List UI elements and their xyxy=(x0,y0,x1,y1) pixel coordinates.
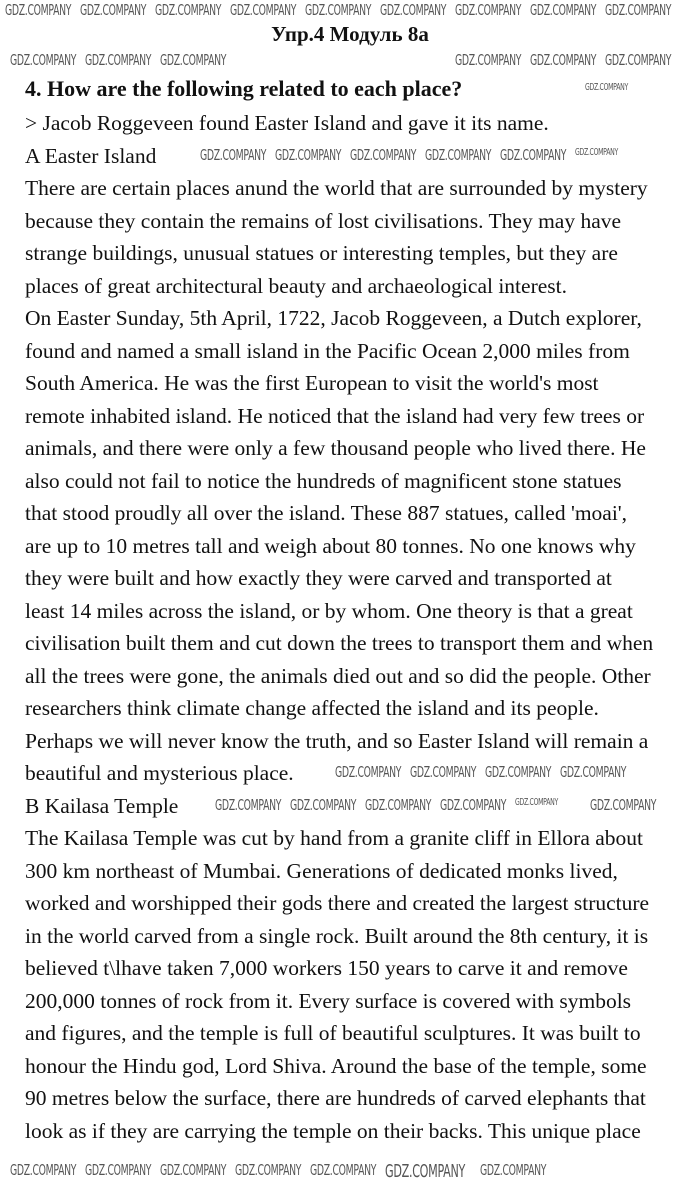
watermark: GDZ.COMPANY xyxy=(485,763,552,781)
watermark: GDZ.COMPANY xyxy=(560,763,627,781)
watermark: GDZ.COMPANY xyxy=(530,1,597,19)
text-line: animals, and there were only a few thousand people who lived there. He xyxy=(25,436,646,460)
section-heading: A Easter Island xyxy=(25,143,157,168)
watermark: GDZ.COMPANY xyxy=(10,51,77,69)
text-line: because they contain the remains of lost civilisations. They may have xyxy=(25,208,622,233)
text-line: that stood proudly all over the island. These 887 statues, called 'moai', xyxy=(25,501,628,525)
watermark: GDZ.COMPANY xyxy=(160,1161,227,1179)
text-line: also could not fail to notice the hundreds of magnificent stone statues xyxy=(25,468,622,493)
watermark: GDZ.COMPANY xyxy=(455,1,522,19)
watermark: GDZ.COMPANY xyxy=(305,1,372,19)
text-line: On Easter Sunday, 5th April, 1722, Jacob Roggeveen, a Dutch explorer, xyxy=(25,306,642,330)
watermark: GDZ.COMPANY xyxy=(575,147,618,158)
section-heading: B Kailasa Temple xyxy=(25,793,179,818)
watermark: GDZ.COMPANY xyxy=(235,1161,302,1179)
watermark: GDZ.COMPANY xyxy=(585,82,628,93)
watermark: GDZ.COMPANY xyxy=(530,51,597,69)
exercise-heading: 4. How are the following related to each place? xyxy=(25,76,463,101)
watermark: GDZ.COMPANY xyxy=(425,146,492,164)
watermark: GDZ.COMPANY xyxy=(410,763,477,781)
watermark: GDZ.COMPANY xyxy=(335,763,402,781)
text-line: remote inhabited island. He noticed that the island had very few trees or xyxy=(25,403,645,428)
watermark: GDZ.COMPANY xyxy=(155,1,222,19)
watermark: GDZ.COMPANY xyxy=(230,1,297,19)
watermark: GDZ.COMPANY xyxy=(290,796,357,814)
text-line: civilisation built them and cut down the trees to transport them and when xyxy=(25,631,654,655)
text-line: and figures, and the temple is full of beautiful sculptures. It was built to xyxy=(25,1021,641,1045)
watermark: GDZ.COMPANY xyxy=(5,1,72,19)
text-line: The Kailasa Temple was cut by hand from a granite cliff in Ellora about xyxy=(25,826,644,850)
watermark: GDZ.COMPANY xyxy=(85,1161,152,1179)
text-line: all the trees were gone, the animals died out and so did the people. Other xyxy=(25,663,651,688)
text-line: found and named a small island in the Pacific Ocean 2,000 miles from xyxy=(25,338,630,363)
text-line: beautiful and mysterious place. xyxy=(25,761,294,785)
watermark: GDZ.COMPANY xyxy=(480,1161,547,1179)
text-line: in the world carved from a single rock. Built around the 8th century, it is xyxy=(25,923,649,948)
watermark: GDZ.COMPANY xyxy=(590,796,657,814)
text-line: 90 metres below the surface, there are hundreds of carved elephants that xyxy=(25,1086,646,1110)
watermark: GDZ.COMPANY xyxy=(350,146,417,164)
text-line: 300 km northeast of Mumbai. Generations of dedicated monks lived, xyxy=(25,858,618,883)
watermark: GDZ.COMPANY xyxy=(515,797,558,808)
watermark: GDZ.COMPANY xyxy=(10,1161,77,1179)
text-line: > Jacob Roggeveen found Easter Island and gave it its name. xyxy=(25,111,549,135)
text-line: 200,000 tonnes of rock from it. Every surface is covered with symbols xyxy=(25,988,632,1013)
watermark: GDZ.COMPANY xyxy=(215,796,282,814)
watermark: GDZ.COMPANY xyxy=(500,146,567,164)
watermark: GDZ.COMPANY xyxy=(200,146,267,164)
text-line: least 14 miles across the island, or by whom. One theory is that a great xyxy=(25,598,633,623)
text-line: worked and worshipped their gods there and created the largest structure xyxy=(25,891,650,915)
text-line: believed t\lhave taken 7,000 workers 150 years to carve it and remove xyxy=(25,956,628,980)
watermark: GDZ.COMPANY xyxy=(365,796,432,814)
watermark: GDZ.COMPANY xyxy=(160,51,227,69)
text-line: they were built and how exactly they were carved and transported at xyxy=(25,566,612,590)
watermark: GDZ.COMPANY xyxy=(455,51,522,69)
text-line: places of great architectural beauty and archaeological interest. xyxy=(25,273,567,298)
watermark: GDZ.COMPANY xyxy=(605,1,672,19)
watermark: GDZ.COMPANY xyxy=(440,796,507,814)
watermark: GDZ.COMPANY xyxy=(385,1161,466,1182)
text-line: are up to 10 metres tall and weigh about 80 tonnes. No one knows why xyxy=(25,533,636,558)
text-line: look as if they are carrying the temple on their backs. This unique place xyxy=(25,1118,641,1143)
watermark: GDZ.COMPANY xyxy=(80,1,147,19)
watermark: GDZ.COMPANY xyxy=(605,51,672,69)
text-line: honour the Hindu god, Lord Shiva. Around the base of the temple, some xyxy=(25,1053,647,1078)
text-line: Perhaps we will never know the truth, and so Easter Island will remain a xyxy=(25,728,649,753)
page-title: Упр.4 Модуль 8а xyxy=(271,22,429,46)
watermark: GDZ.COMPANY xyxy=(275,146,342,164)
text-line: researchers think climate change affected the island and its people. xyxy=(25,696,599,720)
watermark: GDZ.COMPANY xyxy=(85,51,152,69)
text-line: South America. He was the first European to visit the world's most xyxy=(25,371,599,395)
watermark: GDZ.COMPANY xyxy=(310,1161,377,1179)
text-line: There are certain places anund the world that are surrounded by mystery xyxy=(25,176,648,200)
text-line: strange buildings, unusual statues or interesting temples, but they are xyxy=(25,241,618,265)
watermark: GDZ.COMPANY xyxy=(380,1,447,19)
